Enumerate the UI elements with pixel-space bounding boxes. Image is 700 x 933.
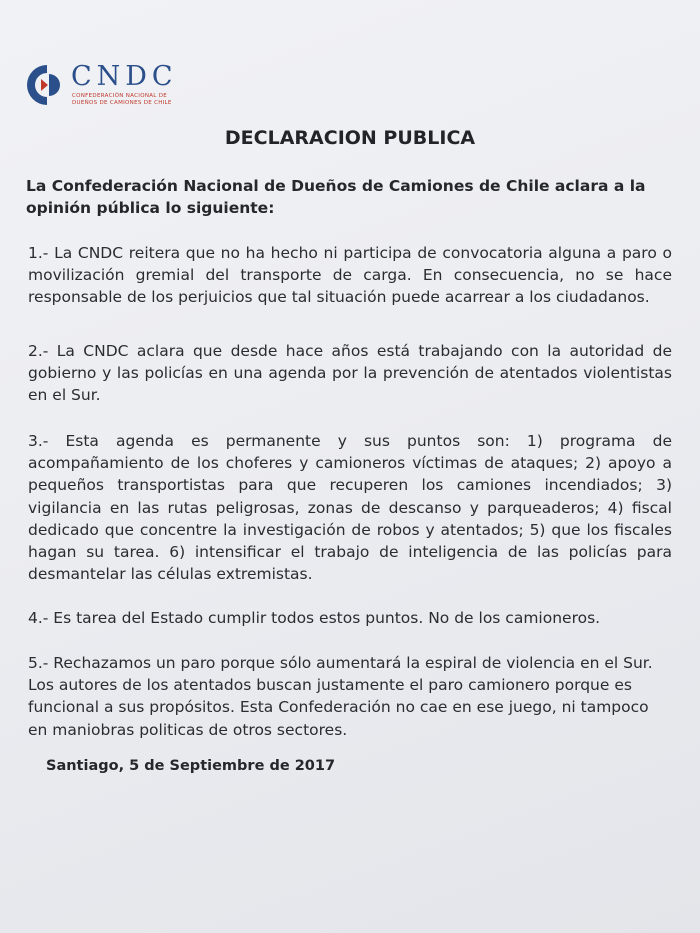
- point-1-paragraph: 1.- La CNDC reitera que no ha hecho ni participa de convocatoria alguna a paro o movilización gremial del transporte de carga. En consecuencia, no se hace responsable de los perjuicios que tal situación puede acarrear a los ciudadanos.: [28, 244, 672, 307]
- intro-paragraph: La Confederación Nacional de Dueños de Camiones de Chile aclara a la opinión pública lo siguiente:: [26, 177, 646, 217]
- place-and-date: Santiago, 5 de Septiembre de 2017: [46, 758, 336, 774]
- logo-acronym: CNDC: [71, 61, 178, 92]
- point-2-paragraph: 2.- La CNDC aclara que desde hace años está trabajando con la autoridad de gobierno y las policías en una agenda por la prevención de atentados violentistas en el Sur.: [28, 342, 672, 405]
- logo-subtitle-line2: DUEÑOS DE CAMIONES DE CHILE: [72, 100, 172, 106]
- logo-subtitle: [72, 93, 212, 107]
- point-3-paragraph: 3.- Esta agenda es permanente y sus puntos son: 1) programa de acompañamiento de los choferes y camioneros víctimas de ataques; 2) apoyo a pequeños transportistas para que recuperen los camiones incendiados; 3) vigilancia en las rutas peligrosas, zonas de descanso y parqueaderos; 4) fiscal dedicado que concentre la investigación de robos y atentados; 5) que los fiscales hagan su tarea. 6) intensificar el trabajo de inteligencia de las policías para desmantelar las células extremistas.: [28, 432, 672, 584]
- logo-subtitle-line1: CONFEDERACIÓN NACIONAL DE: [72, 93, 168, 99]
- point-5-paragraph: 5.- Rechazamos un paro porque sólo aumentará la espiral de violencia en el Sur. Los autores de los atentados buscan justamente el paro camionero porque es funcional a sus propósitos. Esta Confederación no cae en ese juego, ni tampoco en maniobras politicas de otros sectores.: [28, 654, 653, 739]
- cndc-logo-icon: [27, 62, 67, 108]
- point-4-paragraph: 4.- Es tarea del Estado cumplir todos estos puntos. No de los camioneros.: [28, 609, 601, 627]
- document-title: DECLARACION PUBLICA: [224, 127, 476, 149]
